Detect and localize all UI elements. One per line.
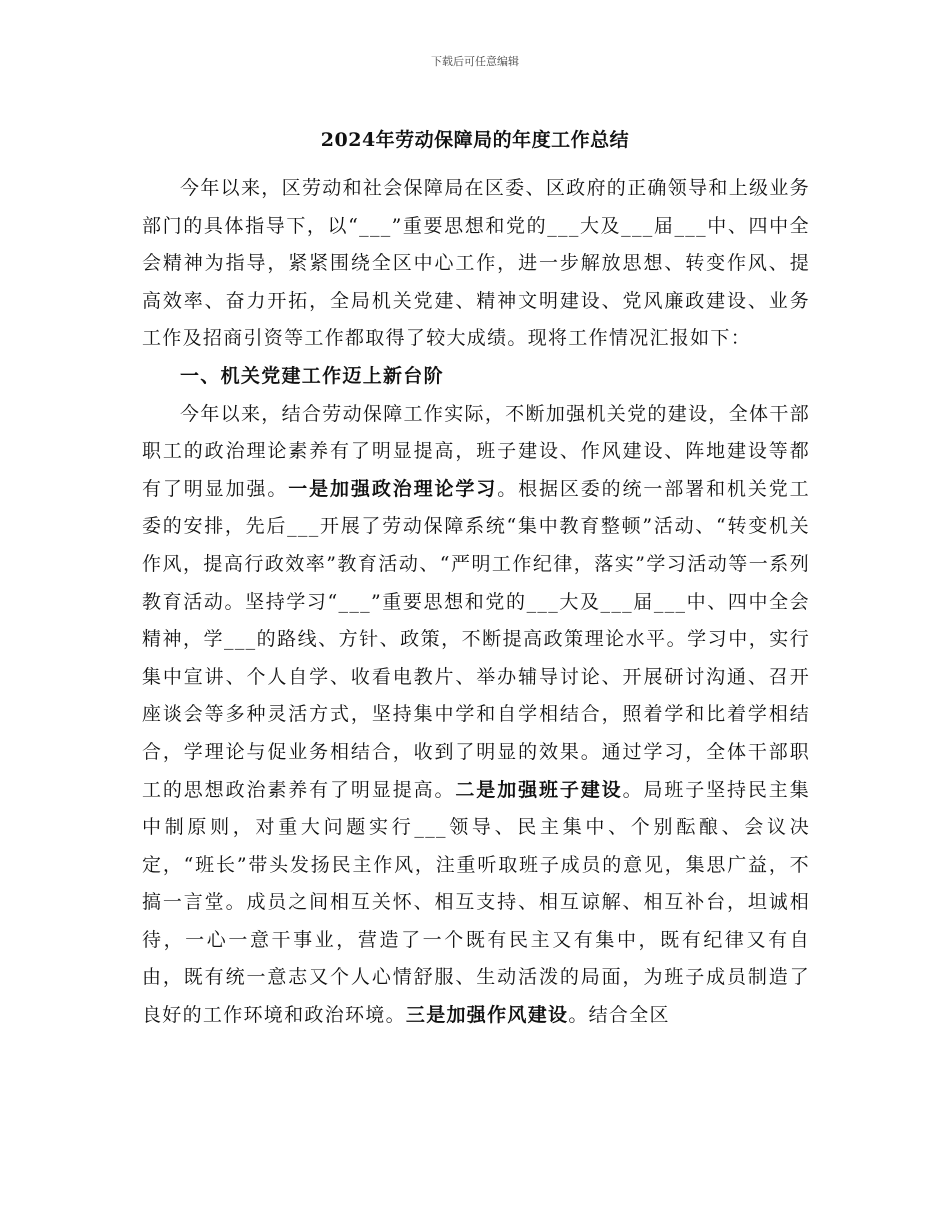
paragraph-text: 。结合全区 — [568, 1004, 670, 1027]
document-title: 2024年劳动保障局的年度工作总结 — [320, 129, 630, 151]
page-header-note: 下载后可任意编辑 — [431, 55, 519, 68]
document-body — [142, 170, 810, 1035]
paragraph-text: 。局班子坚持民主集中制原则，对重大问题实行___领导、民主集中、个别酝酿、会议决定，“班长”带头发扬民主作风，注重听取班子成员的意见，集思广益，不搞一言堂。成员之间相互关怀、相互支持、相互谅解、相互补台，坦诚相待，一心一意干事业，营造了一个既有民主又有集中，既有纪律又有自由，既有统一意志又个人心情舒服、生动活泼的局面，为班子成员制造了良好的工作环境和政治环境。 — [142, 778, 811, 1027]
paragraph-text: 。根据区委的统一部署和机关党工委的安排，先后___开展了劳动保障系统“集中教育整顿”活动、“转变机关作风，提高行政效率”教育活动、“严明工作纪律，落实”学习活动等一系列教育活动。坚持学习“___”重要思想和党的___大及___届___中、四中全会精神，学___的路线、方针、政策，不断提高政策理论水平。学习中，实行集中宣讲、个人自学、收看电教片、举办辅导讨论、开展研讨沟通、召开座谈会等多种灵活方式，坚持集中学和自学相结合，照着学和比着学相结合，学理论与促业务相结合，收到了明显的效果。通过学习，全体干部职工的思想政治素养有了明显提高。 — [142, 477, 810, 801]
bold-phrase: 二是加强班子建设 — [455, 778, 623, 801]
bold-phrase: 三是加强作风建设 — [405, 1004, 569, 1027]
section-paragraph — [142, 396, 810, 1035]
paragraph-text: 今年以来，结合劳动保障工作实际，不断加强机关党的建设，全体干部职工的政治理论素养有了明显提高，班子建设、作风建设、阵地建设等都有了明显加强。 — [142, 402, 810, 500]
bold-phrase: 一是加强政治理论学习 — [288, 477, 498, 500]
section-heading: 一、机关党建工作迈上新台阶 — [180, 364, 444, 387]
intro-paragraph: 今年以来，区劳动和社会保障局在区委、区政府的正确领导和上级业务部门的具体指导下，以“___”重要思想和党的___大及___届___中、四中全会精神为指导，紧紧围绕全区中心工作，进一步解放思想、转变作风、提高效率、奋力开拓，全局机关党建、精神文明建设、党风廉政建设、业务工作及招商引资等工作都取得了较大成绩。现将工作情况汇报如下： — [142, 177, 810, 350]
